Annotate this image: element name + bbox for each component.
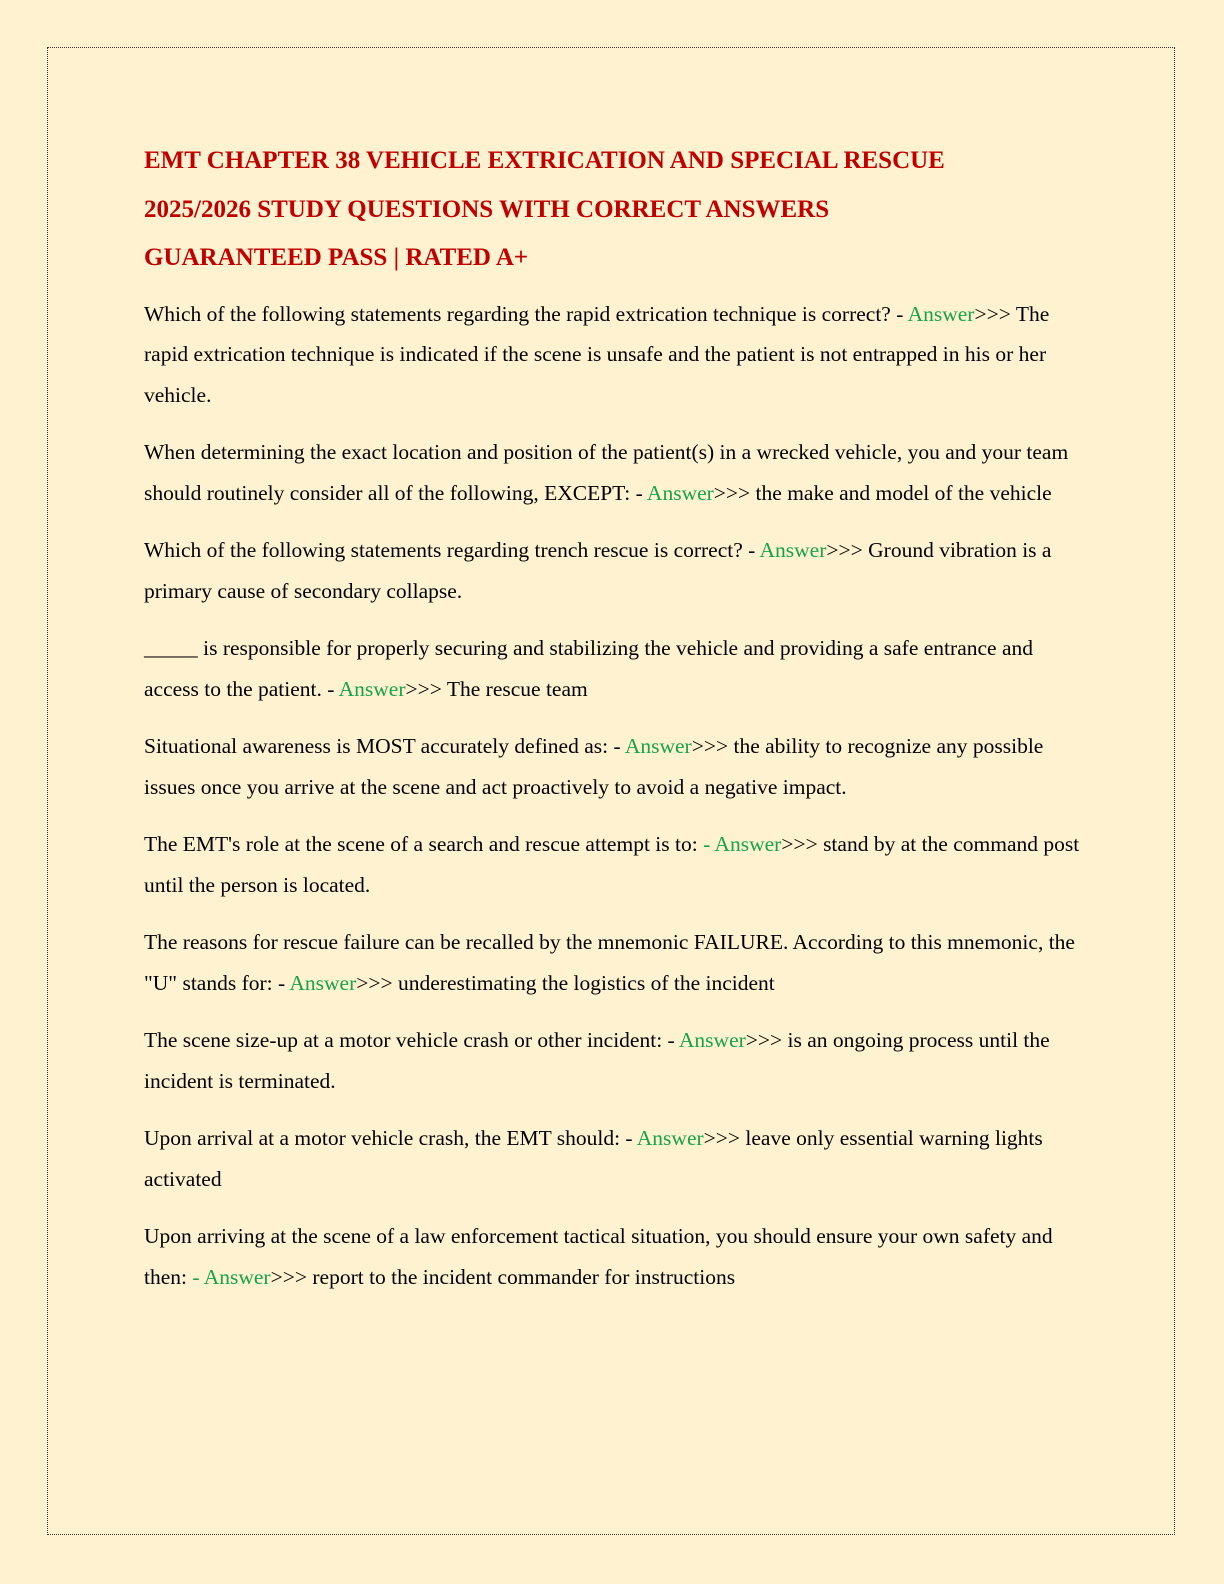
qa-item <box>144 432 1080 513</box>
answer-label: Answer <box>624 734 692 758</box>
answer-label: - Answer <box>703 832 782 856</box>
answer-label: Answer <box>338 676 406 701</box>
answer-text: >>> The rapid extrication technique is indicated if the scene is unsafe and the patient is not entrapped in his or her vehicle. <box>144 301 1050 407</box>
title-line: 2025/2026 STUDY QUESTIONS WITH CORRECT ANSWERS <box>144 195 830 223</box>
title-line: GUARANTEED PASS | RATED A+ <box>144 244 529 271</box>
answer-label: Answer <box>289 970 357 995</box>
qa-item <box>144 1118 1080 1199</box>
answer-text: >>> The rescue team <box>405 676 588 701</box>
question-text: The EMT's role at the scene of a search and rescue attempt is to: <box>144 832 704 856</box>
answer-text: >>> the make and model of the vehicle <box>713 480 1052 505</box>
question-text: The scene size-up at a motor vehicle crash or other incident: - <box>144 1028 679 1052</box>
qa-item <box>144 1020 1080 1101</box>
document-title <box>144 137 1080 283</box>
question-text: Which of the following statements regarding trench rescue is correct? - <box>144 538 760 562</box>
question-text: Situational awareness is MOST accurately defined as: - <box>144 734 625 758</box>
title-line: EMT CHAPTER 38 VEHICLE EXTRICATION AND SPECIAL RESCUE <box>144 147 945 174</box>
answer-text: >>> Ground vibration is a primary cause of secondary collapse. <box>144 538 1052 603</box>
answer-label: Answer <box>646 480 714 505</box>
answer-text: >>> report to the incident commander for instructions <box>270 1264 736 1289</box>
qa-item <box>144 726 1080 807</box>
answer-text: >>> stand by at the command post until the person is located. <box>144 832 1080 897</box>
answer-label: - Answer <box>192 1264 271 1289</box>
qa-item <box>144 1216 1080 1297</box>
document-body <box>144 137 1080 1314</box>
qa-item <box>144 294 1080 416</box>
qa-item <box>144 628 1080 709</box>
qa-item <box>144 922 1080 1003</box>
answer-label: Answer <box>636 1126 704 1150</box>
question-text: When determining the exact location and position of the patient(s) in a wrecked vehicle, you and your team should routinely consider all of the following, EXCEPT: - <box>144 440 1069 505</box>
question-text: Upon arrival at a motor vehicle crash, the EMT should: - <box>144 1126 637 1150</box>
question-text: _____ is responsible for properly securing and stabilizing the vehicle and providing a safe entrance and access to the patient. - <box>144 636 1033 701</box>
answer-text: >>> leave only essential warning lights activated <box>144 1126 1043 1191</box>
answer-label: Answer <box>759 538 827 562</box>
question-text: The reasons for rescue failure can be recalled by the mnemonic FAILURE. According to this mnemonic, the "U" stands for: - <box>144 930 1075 995</box>
answer-text: >>> underestimating the logistics of the incident <box>356 970 775 995</box>
question-text: Which of the following statements regarding the rapid extrication technique is correct? - <box>144 301 908 326</box>
question-text: Upon arriving at the scene of a law enforcement tactical situation, you should ensure your own safety and then: <box>144 1224 1053 1289</box>
answer-label: Answer <box>907 301 975 326</box>
answer-text: >>> is an ongoing process until the incident is terminated. <box>144 1028 1050 1093</box>
answer-label: Answer <box>678 1028 746 1052</box>
answer-text: >>> the ability to recognize any possible issues once you arrive at the scene and act proactively to avoid a negative impact. <box>144 734 1044 799</box>
qa-item <box>144 824 1080 905</box>
qa-item <box>144 530 1080 611</box>
